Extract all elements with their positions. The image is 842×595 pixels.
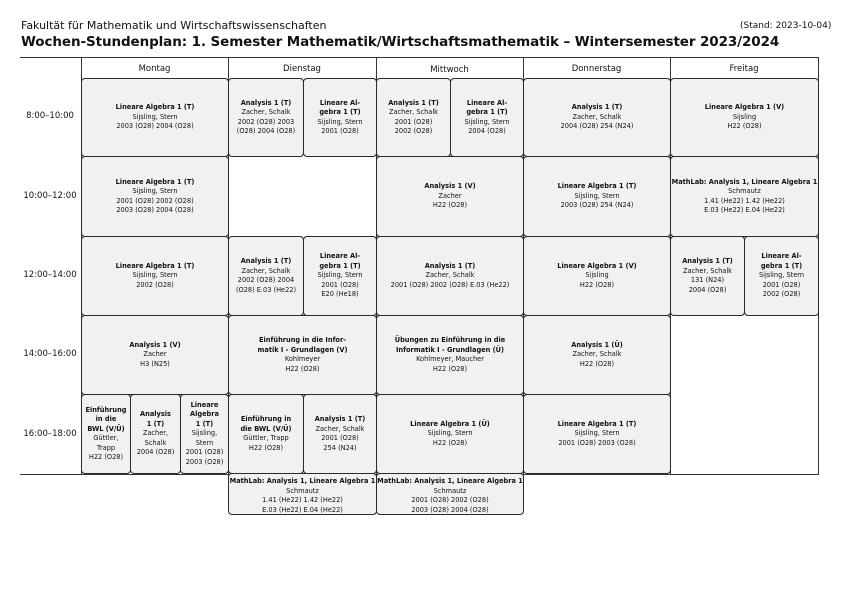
course-box[interactable] [81,78,229,157]
course-box[interactable] [376,156,524,237]
course-lecturer: Zacher, Schalk [572,350,622,359]
course-title: Lineare Algebra 1 (T) [557,419,637,428]
course-room: (O28) E.03 (He22) [235,285,297,294]
course-room: E.03 (He22) E.04 (He22) [262,505,343,514]
course-box[interactable] [81,156,229,237]
course-room: H22 (O28) [88,453,124,461]
course-title: Lineare Al- [761,252,802,261]
course-title: Einführung [85,405,127,414]
course-box[interactable] [228,394,304,474]
time-label: 10:00–12:00 [23,191,77,201]
course-box[interactable] [523,236,671,316]
course-box[interactable] [670,78,819,157]
course-box[interactable] [81,236,229,316]
course-room: H22 (O28) [285,364,320,373]
course-title: die BWL (V/Ü) [240,424,292,433]
course-title: Analysis 1 (T) [388,98,439,107]
course-room: 2002 (O28) [762,290,801,299]
course-lecturer: Sijsling, Stern [574,191,620,200]
course-title: Einführung in die Infor- [259,336,346,344]
course-room: 2003 (O28) 254 (N24) [560,201,634,210]
course-room: H3 (N25) [140,359,170,368]
course-lecturer: Schmautz [433,486,467,495]
course-title: Lineare [190,400,219,409]
course-room: H22 (O28) [248,443,284,452]
course-lecturer: Sijsling [732,112,757,121]
time-label: 16:00–18:00 [23,429,77,439]
course-box[interactable] [130,394,181,474]
course-title: Analysis 1 (T) [240,98,292,107]
course-title: gebra 1 (T) [319,261,361,270]
course-title: Analysis 1 (T) [424,261,476,270]
course-lecturer: Kohlmeyer [284,355,321,363]
course-title: Lineare Algebra 1 (T) [115,177,195,186]
course-room: Schalk [144,438,167,447]
course-room: 131 (N24) [690,276,725,284]
course-lecturer: Sijsling, Stern [317,117,363,126]
course-room: H22 (O28) [432,201,468,210]
day-header-friday: Freitag [729,64,759,74]
course-box[interactable] [376,473,524,515]
course-lecturer: Zacher, Schalk [241,108,291,116]
course-box[interactable] [180,394,229,474]
course-lecturer: Schmautz [728,187,761,195]
course-title: gebra 1 (T) [466,108,508,116]
course-room: 2001 (O28) [394,117,433,126]
course-title: Lineare Algebra 1 (T) [115,261,195,270]
course-room: H22 (O28) [432,438,468,447]
course-box[interactable] [376,394,524,474]
course-lecturer: Zacher, [142,429,169,438]
course-box[interactable] [376,236,524,316]
course-room: H22 (O28) [579,280,615,289]
day-header-tuesday: Dienstag [283,64,321,74]
course-title: MathLab: Analysis 1, Lineare Algebra 1 [229,477,376,485]
course-room: 2002 (O28) 2003 [237,117,295,126]
course-room: 2002 (O28) [136,280,174,289]
course-title: in die [95,415,117,423]
course-box[interactable] [81,394,131,474]
course-title: Analysis 1 (T) [571,103,623,112]
course-box[interactable] [376,78,451,157]
course-room: (O28) 2004 (O28) [236,127,296,135]
course-room: 2002 (O28) 2004 [237,276,295,284]
course-lecturer: Zacher, Schalk [572,112,622,121]
course-title: Lineare Al- [319,252,361,261]
course-title: Lineare Algebra 1 (V) [704,103,785,112]
course-lecturer: Zacher, Schalk [241,266,291,275]
course-box[interactable] [744,236,819,316]
course-room: 2003 (O28) 2004 (O28) [116,206,194,214]
course-box[interactable] [523,78,671,157]
course-room: 2001 (O28) [762,280,801,289]
faculty-name: Fakultät für Mathematik und Wirtschaftswissenschaften [21,19,327,32]
course-lecturer: Sijsling, Stern [758,271,805,280]
course-lecturer: Kohlmeyer, Maucher [416,355,484,363]
course-room: 2003 (O28) [185,457,224,466]
course-room: 2001 (O28) [321,280,359,289]
course-title: MathLab: Analysis 1, Lineare Algebra 1 [377,477,523,485]
course-room: 2001 (O28) [185,448,224,457]
day-header-wednesday: Mittwoch [430,65,469,75]
course-title: Lineare Algebra 1 (V) [557,261,637,270]
course-title: matik I - Grundlagen (V) [257,345,348,354]
course-lecturer: Zacher [438,191,462,200]
course-lecturer: Güttler, [93,434,119,442]
course-title: Algebra [190,410,219,419]
stand-date: (Stand: 2023-10-04) [740,21,832,31]
time-label: 12:00–14:00 [23,270,77,280]
course-title: Einführung in [240,415,292,423]
course-box[interactable] [228,315,377,395]
course-room: 2004 (O28) [136,448,175,457]
course-title: Analysis 1 (T) [682,257,733,265]
course-title: Lineare Algebra 1 (T) [557,182,637,191]
grid-top-line [20,57,819,58]
page-title: Wochen-Stundenplan: 1. Semester Mathematik/Wirtschaftsmathematik – Wintersemester 2023/2024 [21,34,780,50]
course-room: 2001 (O28) [321,434,359,442]
course-room: E.03 (He22) E.04 (He22) [704,206,785,214]
course-lecturer: Sijsling, Stern [427,429,473,438]
course-title: Lineare Algebra 1 (Ü) [410,419,490,428]
course-room: E20 (He18) [321,290,359,299]
course-lecturer: Sijsling, Stern [317,271,363,280]
course-room: 2003 (O28) 2004 (O28) [411,505,489,514]
course-room: 2001 (O28) 2002 (O28) [116,196,194,205]
course-lecturer: Schmautz [286,486,319,495]
time-label: 8:00–10:00 [26,111,74,121]
course-room: 2001 (O28) 2003 (O28) [558,438,636,447]
course-title: BWL (V/Ü) [87,424,125,433]
course-lecturer: Sijsling, Stern [464,117,510,126]
course-box[interactable] [450,78,524,157]
course-title: Analysis 1 (V) [129,340,181,349]
course-room: 1.41 (He22) 1.42 (He22) [262,496,343,504]
course-box[interactable] [670,156,819,237]
course-room: 2002 (O28) [394,127,433,135]
course-lecturer: Sijsling, Stern [132,187,178,195]
course-room: 254 (N24) [323,443,357,452]
course-lecturer: Sijsling [585,271,609,280]
day-header-thursday: Donnerstag [571,64,622,74]
course-room: H22 (O28) [432,364,468,373]
course-title: Analysis 1 (V) [424,182,476,191]
course-box[interactable] [303,236,377,316]
course-title: MathLab: Analysis 1, Lineare Algebra 1 [671,177,818,186]
course-room: 2001 (O28) [321,127,359,135]
course-room: 2004 (O28) [688,285,727,294]
course-title: 1 (T) [146,419,165,428]
course-title: Analysis [140,410,171,419]
day-header-monday: Montag [138,64,171,74]
course-title: gebra 1 (T) [760,261,803,270]
course-title: Lineare Algebra 1 (T) [115,103,195,112]
course-title: Analysis 1 (T) [314,415,366,423]
course-box[interactable] [523,394,671,474]
course-lecturer: Zacher, Schalk [682,266,732,275]
course-lecturer: Zacher [143,350,167,359]
course-lecturer: Sijsling, [191,429,218,438]
course-title: Lineare Al- [319,98,361,107]
course-room: H22 (O28) [579,359,615,368]
course-box[interactable] [303,78,377,157]
course-box[interactable] [228,473,377,515]
course-lecturer: Zacher, Schalk [315,424,365,433]
course-box[interactable] [523,315,671,395]
course-room: 2001 (O28) 2002 (O28) [411,496,489,504]
course-lecturer: Güttler, Trapp [243,434,289,442]
course-title: Analysis 1 (Ü) [571,340,623,349]
course-title: Analysis 1 (T) [240,257,292,265]
course-title: Informatik I - Grundlagen (Ü) [395,345,505,354]
course-room: 2003 (O28) 2004 (O28) [116,122,194,131]
course-box[interactable] [228,78,304,157]
course-box[interactable] [81,315,229,395]
course-lecturer: Sijsling, Stern [574,429,620,438]
course-room: H22 (O28) [727,122,762,131]
course-room: 2004 (O28) 254 (N24) [560,122,634,131]
course-room: Stern [195,438,214,447]
course-room: 1.41 (He22) 1.42 (He22) [704,196,785,205]
course-title: Lineare Al- [466,98,508,107]
time-label: 14:00–16:00 [23,349,77,359]
course-lecturer: Sijsling, Stern [132,271,178,280]
course-lecturer: Sijsling, Stern [132,112,178,121]
course-title: gebra 1 (T) [319,108,361,116]
course-box[interactable] [376,315,524,395]
course-box[interactable] [670,236,745,316]
course-box[interactable] [523,156,671,237]
course-title: Übungen zu Einführung in die [394,336,506,344]
course-room: Trapp [96,443,116,452]
course-lecturer: Zacher, Schalk [388,108,438,116]
course-box[interactable] [303,394,377,474]
course-room: 2004 (O28) [468,127,506,135]
course-room: 2001 (O28) 2002 (O28) E.03 (He22) [390,280,510,289]
course-title: 1 (T) [195,419,214,428]
course-box[interactable] [228,236,304,316]
course-lecturer: Zacher, Schalk [425,271,475,280]
